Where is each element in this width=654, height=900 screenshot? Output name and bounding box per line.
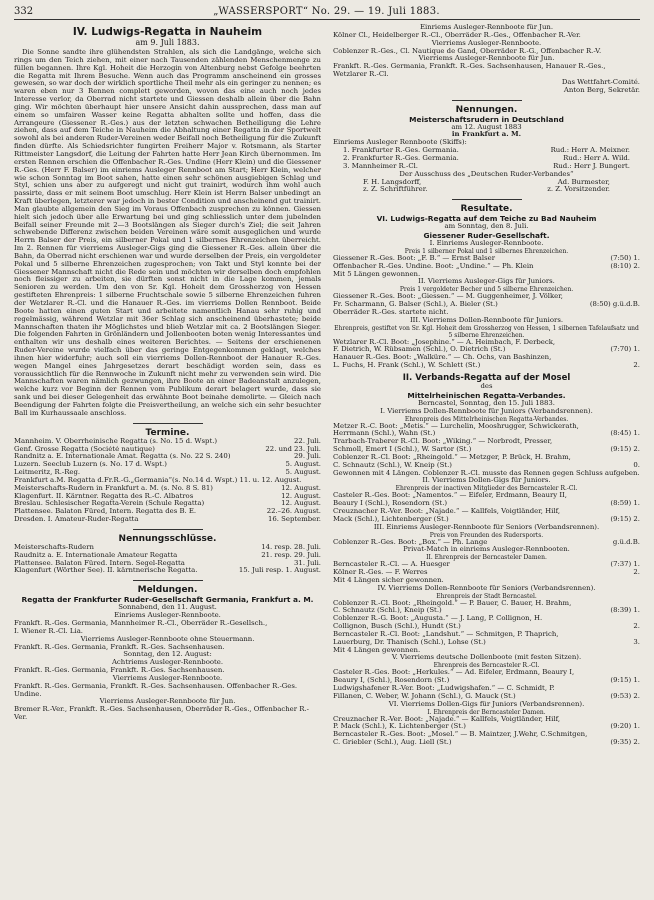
nennungen-entries: [333, 147, 640, 171]
article-body: Die Sonne sandte ihre glühendsten Strahlen, als sich die Landgänge, welche sich rings um den Teich ziehen, mit einer nach Tausenden zählenden Menschenmenge zu füllen begannen. Ihre Kgl. Hoheit die Herzogin von Altenburg nebst Gefolge beehrten die Regatta mit Ihrem Besuche. Wenn auch das Programm anscheinend ein grosses gewesen, so war doch der wirklich sportliche Theil mehr als ein geringer zu nennen; es waren eben nur 3 Rennen complett geworden, wovon das eine auch noch jedes Interesse verlor, da Oberrad nicht startete und Giessen deshalb allein über die Bahn ging. Wir möchten überhaupt hier unsere Ansicht dahin aussprechen, dass man auf einem so umfairen Wasser keine Regatta abhalten sollte und hoffen, dass die Arrangeure (Giessener R.-Ges.) aus der letzten schwachen Betheiligung die Lehre ziehen, dass auf dem Teiche in Nauheim die Abhaltung einer Regatta in der Sportwelt sowohl als bei anderen Ruder-Vereinen weder Beifall noch Betheiligung für die Zukunft finden dürfte. Als Schiedsrichter fungirten Freiherr Major v. Rotsmann, als Starter Rittmeister Langsdorf, die Leitung der Fahrten hatte Herr Jean Kirch übernommen. Im ersten Rennen erschien die Offenbacher R.-Ges. Undine (Herr Klein) und die Giessener R.-Ges. (Herr F. Balser) im einriems Ausleger Rennboot am Start; Herr Klein, welcher wie schon Sonntag im Boot sahen, hatte einen sehr schönen ausgiebigen Schlag und Styl, schien uns aber zu aufgeregt und nicht gut trainirt, wodurch ihm wohl auch passirte, dass er mit seinem Boot umschlug. Herr Klein ist Herrn Balser unbedingt an Kraft überlegen, letzterer war jedoch in bester Condition und anscheinend gut trainirt. Man glaubte allgemein den Sieg im Voraus Offenbach zusprechen zu können. Giessen hielt sich jedoch über alle Erwartung bei und ging schliesslich unter dem jubelnden Beifall seiner Freunde mit 2—3 Bootslängen als Sieger durch's Ziel; die seit Jahren schwebende Differenz zwischen beiden Vereinen wäre somit ausgeglichen und wurde Herrn Balser der Preis, ein silberner Pokal und 1 silbernes Ehrenzeichen überreicht. Im 2. Rennen für vierriems Ausleger-Gigs ging die Giessener R.-Ges. allein über die Bahn, da Oberrad nicht erschienen war und wurde derselben der Preis, ein vergoldeter Pokal und 5 silberne Ehrenzeichen zugesprochen; von Takt und Styl konnte bei der Giessener Mannschaft nicht die Rede sein und möchten wir derselben doch empfohlen noch fleissiger zu arbeiten, sie dürften sonst nicht in die Lage kommen, jemals Senioren zu werden. Um den von Sr. Kgl. Hoheit dem Grossherzog von Hessen gestifteten Ehrenpreis: 1 silberne Fruchtschale sowie 5 silberne Ehrenzeichen fuhren der Wetzlarer R.-Cl. und die Hanauer R.-Ges. im vierriems Dollen Rennboot. Beide Boote hatten einen guten Start und arbeitete namentlich Hanau sehr ruhig und regelmässig, während Wetzlar mit 36er Schlag sich anscheinend überhastete; beide Mannschaften thaten ihr Möglichstes und blieb Wetzlar mit ca. 2 Bootslängen Sieger. Die folgenden Fahrten in Grönländern und Jollenbooten boten wenig Interessantes und enthalten wir uns deshalb eines weiteren Berichtes. — Seitens der erschienenen Ruder-Vereine wurde vielfach über das geringe Entgegenkommen geklagt, welches ihnen hier widerfuhr; auch soll ein vierriems Dollen-Rennboot der Hanauer R.-Ges. wegen Mangel eines Jahrgesetzes derart beschädigt worden sein, dass es voraussichtlich für die Rennwoche in Zukunft nicht mehr zu verwenden sein wird. Die Mannschaften waren nämlich gezwungen, ihre Boote an einer Badeanstalt anzulegen, welche kurz vor Beginn der Rennen vom Publikum derart belagert wurde, dass sie sank und bei dieser Gelegenheit das erwähnte Boot beinahe demolirte. — Gleich nach Beendigung der Fahrten folgte die Preisvertheilung, an welche sich ein sehr besuchter Ball im Kurhaussaale anschloss.: [14, 48, 321, 417]
result-text: C. Schnautz (Schl.), Kneip (St.): [333, 607, 442, 615]
result-text: Herrmann (Schl.), Wahn (St.): [333, 430, 436, 438]
race-heading: VI. Vierriems Dollen-Gigs für Juniors (Verbandsrennen).: [388, 700, 585, 708]
result-value: (9:20) 1.: [610, 723, 640, 731]
nennung-row: [14, 544, 321, 552]
result-row: [333, 723, 640, 731]
nennung-text: Klagenfurt (Wörther See). II. kärntnerische Regatta.: [14, 567, 198, 575]
prize-note: Ehrenpreis, gestiftet von Sr. Kgl. Hoheit dem Grossherzog von Hessen, 1 silbernen Tafelaufsatz und 5 silberne Ehrenzeichen.: [334, 324, 639, 339]
publication-title: „WASSERSPORT“ No. 29. — 19. Juli 1883.: [213, 6, 440, 17]
entry-line: Vierriems Ausleger-Rennboote für Jun.: [418, 54, 555, 63]
prize-note: Preis von Freunden des Rudersports.: [429, 531, 544, 539]
race-heading: III. Vierriems Dollen-Rennboote für Juniors.: [409, 316, 564, 324]
result-line: Berncasteler R.-Cl. Boot: „Landshut.“ — Schmitgen, P. Thaprich,: [333, 630, 559, 638]
result-value: (8:45) 1.: [610, 430, 640, 438]
termine-row: [14, 508, 321, 516]
result-line: Creuznacher R.-Ver. Boot: „Najade.“ — Kallfels, Voigtländer, Hilf,: [333, 507, 561, 515]
regatta-heading: II. Verbands-Regatta auf der Mosel: [402, 373, 571, 383]
prize-note: Preis 1 silberner Pokal und 1 silbernes Ehrenzeichen.: [404, 247, 569, 255]
result-line: Coblenzer R.-Cl. Boot: „Rheingold.“ — P. Bauer, C. Bauer, H. Brahm,: [333, 599, 572, 607]
meldung-line: Achtriems Ausleger-Rennboote.: [111, 658, 224, 667]
termine-text: Plattensee. Balaton Füred, Intern. Regatta des B. E.: [14, 508, 197, 516]
termine-date: 29. Juli.: [294, 453, 321, 461]
termine-row: [14, 461, 321, 469]
nennung-date: 15. Juli resp. 1. August.: [238, 567, 321, 575]
race-heading: IV. Vierriems Dollen-Rennboote für Seniors (Verbandsrennen).: [377, 584, 596, 592]
termine-date: 22.–26. August.: [266, 508, 321, 516]
entry-club: 2. Frankfurter R.-Ges. Germania.: [343, 153, 459, 162]
nennung-date: 14. resp. 28. Juli.: [261, 543, 321, 551]
result-row: [333, 739, 640, 747]
page-header: [14, 6, 640, 20]
entry-line: Einriems Ausleger-Rennboote für Jun.: [419, 23, 554, 31]
columns: [14, 24, 640, 747]
result-line: Coblenzer R.-Cl. Boot: „Rheingold.“ — Metzger, P. Brück, H. Brahm,: [333, 453, 571, 461]
race-heading: I. Einriems Ausleger-Rennboote.: [429, 240, 544, 248]
result-line: Mit 5 Längen gewonnen.: [333, 270, 421, 278]
termine-row: [14, 477, 321, 485]
nennung-date: 31. Juli.: [294, 559, 321, 567]
article-date: am 9. Juli 1883.: [135, 38, 200, 47]
termine-date: 12. August.: [281, 492, 321, 500]
result-line: Oberräder R.-Ges. startete nicht.: [333, 308, 449, 316]
result-line: Mit 4 Längen gewonnen.: [333, 646, 421, 654]
nennung-row: [14, 567, 321, 575]
race-heading: V. Vierriems deutsche Dollenboote (mit festen Sitzen).: [391, 654, 582, 662]
termine-text: Meisterschafts-Rudern in Frankfurt a. M. (s. No. 8 S. 81): [14, 484, 213, 492]
termine-text: Leitmeritz, R.-Reg.: [14, 469, 81, 477]
termine-heading: Termine.: [145, 427, 190, 438]
result-value: 2.: [633, 569, 640, 577]
meldung-line: Einriems Ausleger-Rennboote.: [114, 611, 221, 620]
prize-note: Ehrenpreis des Berncasteler R.-Cl.: [433, 662, 540, 670]
result-value: (8:59) 1.: [610, 500, 640, 508]
prize-note: Ehrenpreis des Mittelrheinischen Regatta-Verbandes.: [404, 415, 569, 423]
result-line: Mit 4 Längen sicher gewonnen.: [333, 576, 444, 584]
result-row: [333, 539, 640, 547]
meldungen-subheading: Regatta der Frankfurter Ruder-Gesellschaft Germania, Frankfurt a. M.: [21, 595, 314, 605]
result-row: [333, 362, 640, 370]
divider: [452, 199, 522, 200]
result-line: Metzer R.-C. Boot: „Metis.“ — Lurchelin, Mooshrugger, Schwickerath,: [333, 422, 579, 430]
result-row: [333, 693, 640, 701]
result-text: Fillanen, C. Weber, W. Johann (Schl.), G. Mauck (St.): [333, 692, 516, 700]
result-value: (9:53) 2.: [610, 692, 640, 700]
result-value: (7:70) 1.: [610, 346, 640, 354]
results-subheading: VI. Ludwigs-Regatta auf dem Teiche zu Bad Nauheim: [376, 214, 597, 224]
result-text: P. Mack (Schl.), K. Lichtenberger (St.): [333, 723, 466, 731]
results-heading: Resultate.: [460, 204, 513, 215]
nennung-date: 21. resp. 29. Juli.: [261, 551, 321, 559]
result-line: Wetzlarer R.-Cl. Boot: „Josephine.“ — A. Heimbach, F. Derbeck,: [333, 338, 556, 346]
centered-line: Berncastel, Sonntag, den 15. Juli 1883.: [417, 398, 555, 407]
termine-text: Luzern. Seeclub Luzern (s. No. 17 d. Wspt.): [14, 461, 167, 469]
result-row: [333, 677, 640, 685]
result-text: C. Griebler (Schl.), Aug. Liell (St.): [333, 739, 452, 747]
result-row: [333, 639, 640, 647]
termine-row: [14, 438, 321, 446]
termine-date: 12. August.: [281, 484, 321, 492]
termine-date: 5. August.: [285, 469, 321, 477]
termine-row: [14, 446, 321, 454]
termine-date: 22. und 23. Juli.: [265, 445, 321, 453]
signature-left: F. H. Langsdorff,: [363, 177, 422, 186]
result-row: [333, 301, 640, 309]
result-row: [333, 430, 640, 438]
result-value: (8:39) 1.: [610, 607, 640, 615]
entry-line: Frankft. R.-Ges. Germania, Frankft. R.-Ges. Sachsenhausen, Hanauer R.-Ges., Wetzlarer R.-Cl.: [333, 62, 606, 79]
divider: [133, 423, 203, 424]
result-line: Ludwigshafener R.-Ver. Boot: „Ludwigshafen.“ — C. Schmidt, P.: [333, 685, 555, 692]
meldung-line: Sonntag, den 12. August:: [123, 650, 212, 659]
result-value: 2.: [633, 362, 640, 370]
meldung-line: Vierriems Ausleger-Rennboote ohne Steuermann.: [80, 634, 255, 643]
nennung-list: [14, 544, 321, 575]
result-line: Giessener R.-Ges. Boot: „Giessen.“ — M. Guggenheimer, J. Völker,: [333, 293, 563, 301]
termine-text: Dresden. I. Amateur-Ruder-Regatta: [14, 516, 139, 524]
entry-club: 1. Frankfurter R.-Ges. Germania.: [343, 146, 459, 155]
divider: [133, 529, 203, 530]
entry-line: Kölner Cl., Heidelberger R.-Cl., Oberräder R.-Ges., Offenbacher R.-Ver.: [333, 30, 581, 39]
secretary-signature: [333, 87, 640, 95]
result-line: Berncasteler R.-Ges. Boot: „Mosel.“ — B. Maintzer, J.Wehr, C.Schmitgen,: [333, 731, 588, 739]
termine-row: [14, 485, 321, 493]
result-text: F. Dietrich, W. Rübsamen (Schl.), O. Dietrich (St.): [333, 346, 506, 354]
result-text: Collignon, Busch (Schl.), Hundt (St.): [333, 623, 461, 631]
entry-rower: Rud.: Herr J. Bungert.: [553, 161, 630, 170]
result-value: (9:15) 1.: [610, 677, 640, 685]
race-heading: II. Vierriems Dollen-Gigs für Juniors.: [422, 477, 551, 485]
result-text: Fr. Scharmann, G. Balser (Schl.), A. Bieler (St.): [333, 301, 498, 309]
meldung-line: Bremer R.-Ver., Frankft. R.-Ges. Sachsenhausen, Oberräder R.-Ges., Offenbacher R.-Ver.: [14, 705, 309, 722]
termine-row: [14, 493, 321, 501]
results-organizer: Giessener Ruder-Gesellschaft.: [423, 231, 550, 241]
entry-club: 3. Mannheimer R.-Cl.: [343, 161, 418, 170]
entry-line: Coblenzer R.-Ges., Cl. Nautique de Gand, Oberräder R.-G., Offenbacher R.-V.: [333, 46, 602, 55]
termine-date: 5. August.: [285, 461, 321, 469]
signature-right: z. Z. Vorsitzender.: [547, 185, 610, 194]
result-value: 0.: [633, 461, 640, 469]
termine-text: Genf. Grosse Regatta (Société nautique): [14, 445, 155, 453]
result-text: Kölner R.-Ges. — F. Werres: [333, 569, 428, 577]
termine-row: [14, 469, 321, 477]
result-value: (8:10) 2.: [610, 262, 640, 270]
nennungen-signatures: [333, 179, 640, 195]
right-column: [333, 24, 640, 747]
signature-right: Ad. Burmester,: [557, 177, 610, 186]
result-text: Berncasteler R.-Cl. — A. Huesger: [333, 561, 450, 569]
signature-committee: Das Wettfahrt-Comité.: [561, 77, 640, 86]
termine-row: [14, 500, 321, 508]
meldung-line: Frankft. R.-Ges. Germania, Frankft. R.-Ges. Sachsenhausen.: [14, 666, 225, 675]
termine-row: [14, 516, 321, 524]
result-text: Coblenzer R.-Ges. Boot: „Box.“ — Ph. Lange: [333, 538, 488, 546]
termine-text: Mannheim. V. Oberrheinische Regatta (s. No. 15 d. Wspt.): [14, 437, 218, 445]
result-row: [333, 263, 640, 271]
nennungen-heading: Nennungen.: [455, 104, 518, 115]
prize-note: II. Ehrenpreis der Berncasteler Damen.: [426, 554, 547, 562]
signature-row: [333, 186, 640, 194]
result-line: Casteler R.-Ges. Boot: „Herkules.“ — Ad. Eifeler, Erdmann, Beaury I,: [333, 669, 575, 677]
race-heading: I. Vierriems Dollen-Rennboote für Juniors (Verbandsrennen).: [380, 407, 593, 415]
result-row: [333, 607, 640, 615]
result-row: [333, 623, 640, 631]
divider: [452, 100, 522, 101]
result-value: (7:50) 1.: [610, 254, 640, 262]
meldung-line: Vierriems Ausleger-Rennboote.: [112, 673, 223, 682]
nennung-row: [14, 560, 321, 568]
result-text: Giessener R.-Ges. Boot: „F. B.“ — Ernst Balser: [333, 254, 496, 262]
prize-note: Ehrenpreis der Stadt Berncastel.: [436, 592, 537, 600]
result-value: 2.: [633, 623, 640, 631]
result-row: [333, 516, 640, 524]
termine-text: Randnitz a. E. Internationale Amat. Regatta (s. No. 22 S. 240): [14, 453, 231, 461]
race-heading: III. Einriems Ausleger-Rennboote für Seniors (Verbandsrennen).: [373, 523, 600, 531]
results-date: am Sonntag, den 8. Juli.: [444, 222, 529, 231]
nennungen-by: Der Ausschuss des „Deutschen Ruder-Verbandes“: [399, 169, 574, 178]
meldung-line: Frankft. R.-Ges. Germania, Frankft. R.-Ges. Sachsenhausen.: [14, 642, 225, 651]
association-name: Mittelrheinischen Regatta-Verbandes.: [407, 390, 566, 400]
result-value: (9:15) 2.: [610, 515, 640, 523]
result-line: Gewonnen mit 4 Längen. Coblenzer R.-Cl. musste das Rennen gegen Schluss aufgeben.: [333, 469, 640, 477]
race-heading: Privat-Match in einriems Ausleger-Rennbooten.: [403, 546, 570, 554]
prize-note: Preis 1 vergoldeter Becher und 5 silberne Ehrenzeichen.: [399, 286, 574, 294]
termine-date: 22. Juli.: [294, 437, 321, 445]
result-text: Offenbacher R.-Ges. Undine. Boot: „Undine.“ — Ph. Klein: [333, 262, 534, 270]
centered-line: des: [480, 382, 493, 390]
result-text: Beaury I, (Schl.), Rosendorn (St.): [333, 677, 450, 685]
termine-date: 12. August.: [281, 500, 321, 508]
result-row: [333, 255, 640, 263]
result-value: 3.: [633, 638, 640, 646]
entries-continued: [333, 24, 640, 79]
result-line: Hanauer R.-Ges. Boot: „Walküre.“ — Ch. Ochs, van Bashinzen,: [333, 354, 552, 362]
result-value: g.ü.d.B.: [612, 538, 640, 546]
termine-date: 16. September.: [268, 516, 321, 524]
entry-rower: Rud.: Herr A. Meixner.: [550, 146, 630, 155]
entry-rower: Rud.: Herr A. Wild.: [563, 153, 630, 162]
prize-note: I. Ehrenpreis der Berncasteler Damen.: [427, 708, 546, 716]
nennungen-place: in Frankfurt a. M.: [451, 130, 522, 139]
result-row: [333, 446, 640, 454]
nennung-heading: Nennungsschlüsse.: [118, 533, 217, 544]
meldungen-list: [14, 612, 321, 722]
results-list: [333, 240, 640, 747]
result-row: [333, 561, 640, 569]
termine-list: [14, 438, 321, 524]
meldung-line: Frankft. R.-Ges. Germania, Mannheimer R.-Cl., Oberräder R.-Gesellsch.,: [14, 619, 268, 627]
nennung-text: Plattensee. Balaton Füred. Intern. Segel-Regatta: [14, 559, 185, 567]
result-line: Casteler R.-Ges. Boot: „Namentos.“ — Eifeler, Erdmann, Beaury II,: [333, 492, 567, 500]
result-text: C. Schnautz (Schl.), W. Kneip (St.): [333, 461, 452, 469]
meldung-line: Vierriems Ausleger-Rennboote für Jun.: [99, 697, 236, 706]
result-value: (7:37) 1.: [610, 561, 640, 569]
signature-left: z. Z. Schriftführer.: [363, 185, 428, 194]
prize-note: Ehrenpreis der inactiven Mitglieder des Berncasteler R.-Cl.: [395, 485, 578, 493]
meldung-line: Frankft. R.-Ges. Germania, Frankft. R.-Ges. Sachsenhausen. Offenbacher R.-Ges. Undine.: [14, 681, 298, 698]
divider: [133, 580, 203, 581]
left-column: [14, 24, 321, 747]
article-heading: IV. Ludwigs-Regatta in Nauheim: [72, 26, 263, 38]
result-line: Trarbach-Traberer R.-Cl. Boot: „Wiking.“ — Norbrodt, Presser,: [333, 438, 553, 446]
nennungen-date: am 12. August 1883: [451, 122, 522, 131]
result-line: Creuznacher R.-Ver. Boot: „Najade.“ — Kallfels, Voigtländer, Hilf,: [333, 715, 561, 723]
result-text: L. Fuchs, H. Frank (Schl.), W. Schlett (St.): [333, 362, 481, 370]
result-value: (8:50) g.ü.d.B.: [589, 301, 640, 309]
nennung-row: [14, 552, 321, 560]
result-value: (9:35) 2.: [610, 739, 640, 747]
result-value: (9:15) 2.: [610, 446, 640, 454]
result-text: Schmoll, Emert I (Schl.), W. Sartor (St.): [333, 446, 472, 454]
result-row: [333, 346, 640, 354]
result-row: [333, 500, 640, 508]
meldungen-heading: Meldungen.: [137, 585, 198, 596]
termine-row: [14, 453, 321, 461]
page-number: 332: [14, 6, 34, 17]
result-row: [333, 569, 640, 577]
meldung-line: I. Wiener R.-Cl. Lia.: [14, 626, 83, 635]
nennungen-subheading: Meisterschaftsrudern in Deutschland: [409, 114, 564, 124]
termine-text: Frankfurt a.M. Regatta d.Fr.R.-G.„Germania“(s. No.14 d. Wspt.) 11. u. 12. August.: [14, 476, 302, 484]
termine-text: Klagenfurt. II. Kärntner. Regatta des R.-C. Albatros: [14, 492, 194, 500]
result-text: Lauerburg, Dr. Thanisch (Schl.), Lohse (St.): [333, 638, 486, 646]
race-heading: II. Vierriems Ausleger-Gigs für Juniors.: [418, 278, 555, 286]
result-text: Beaury I (Schl.), Rosendorn (St.): [333, 500, 448, 508]
result-line: Coblenzer R.-G. Boot: „Augusta.“ — J. Lang, P. Collignon, H.: [333, 615, 543, 623]
result-text: Mack (Schl.), Lichtenberger (St.): [333, 515, 449, 523]
nennung-text: Meisterschafts-Rudern: [14, 543, 94, 551]
termine-text: Breslau. Schlesischer Regatta-Verein (Schule Regatta): [14, 500, 205, 508]
nennung-text: Raudnitz a. E. Internationale Amateur Regatta: [14, 551, 178, 559]
nennungen-boat: Einriems Ausleger Rennboote (Skiffs):: [333, 138, 467, 147]
signature-secretary: Anton Berg, Sekretär.: [563, 85, 640, 94]
result-row: [333, 462, 640, 470]
entry-line: Vierriems Ausleger-Rennboote.: [431, 38, 542, 47]
meldungen-date: Sonnabend, den 11. August.: [118, 603, 217, 612]
